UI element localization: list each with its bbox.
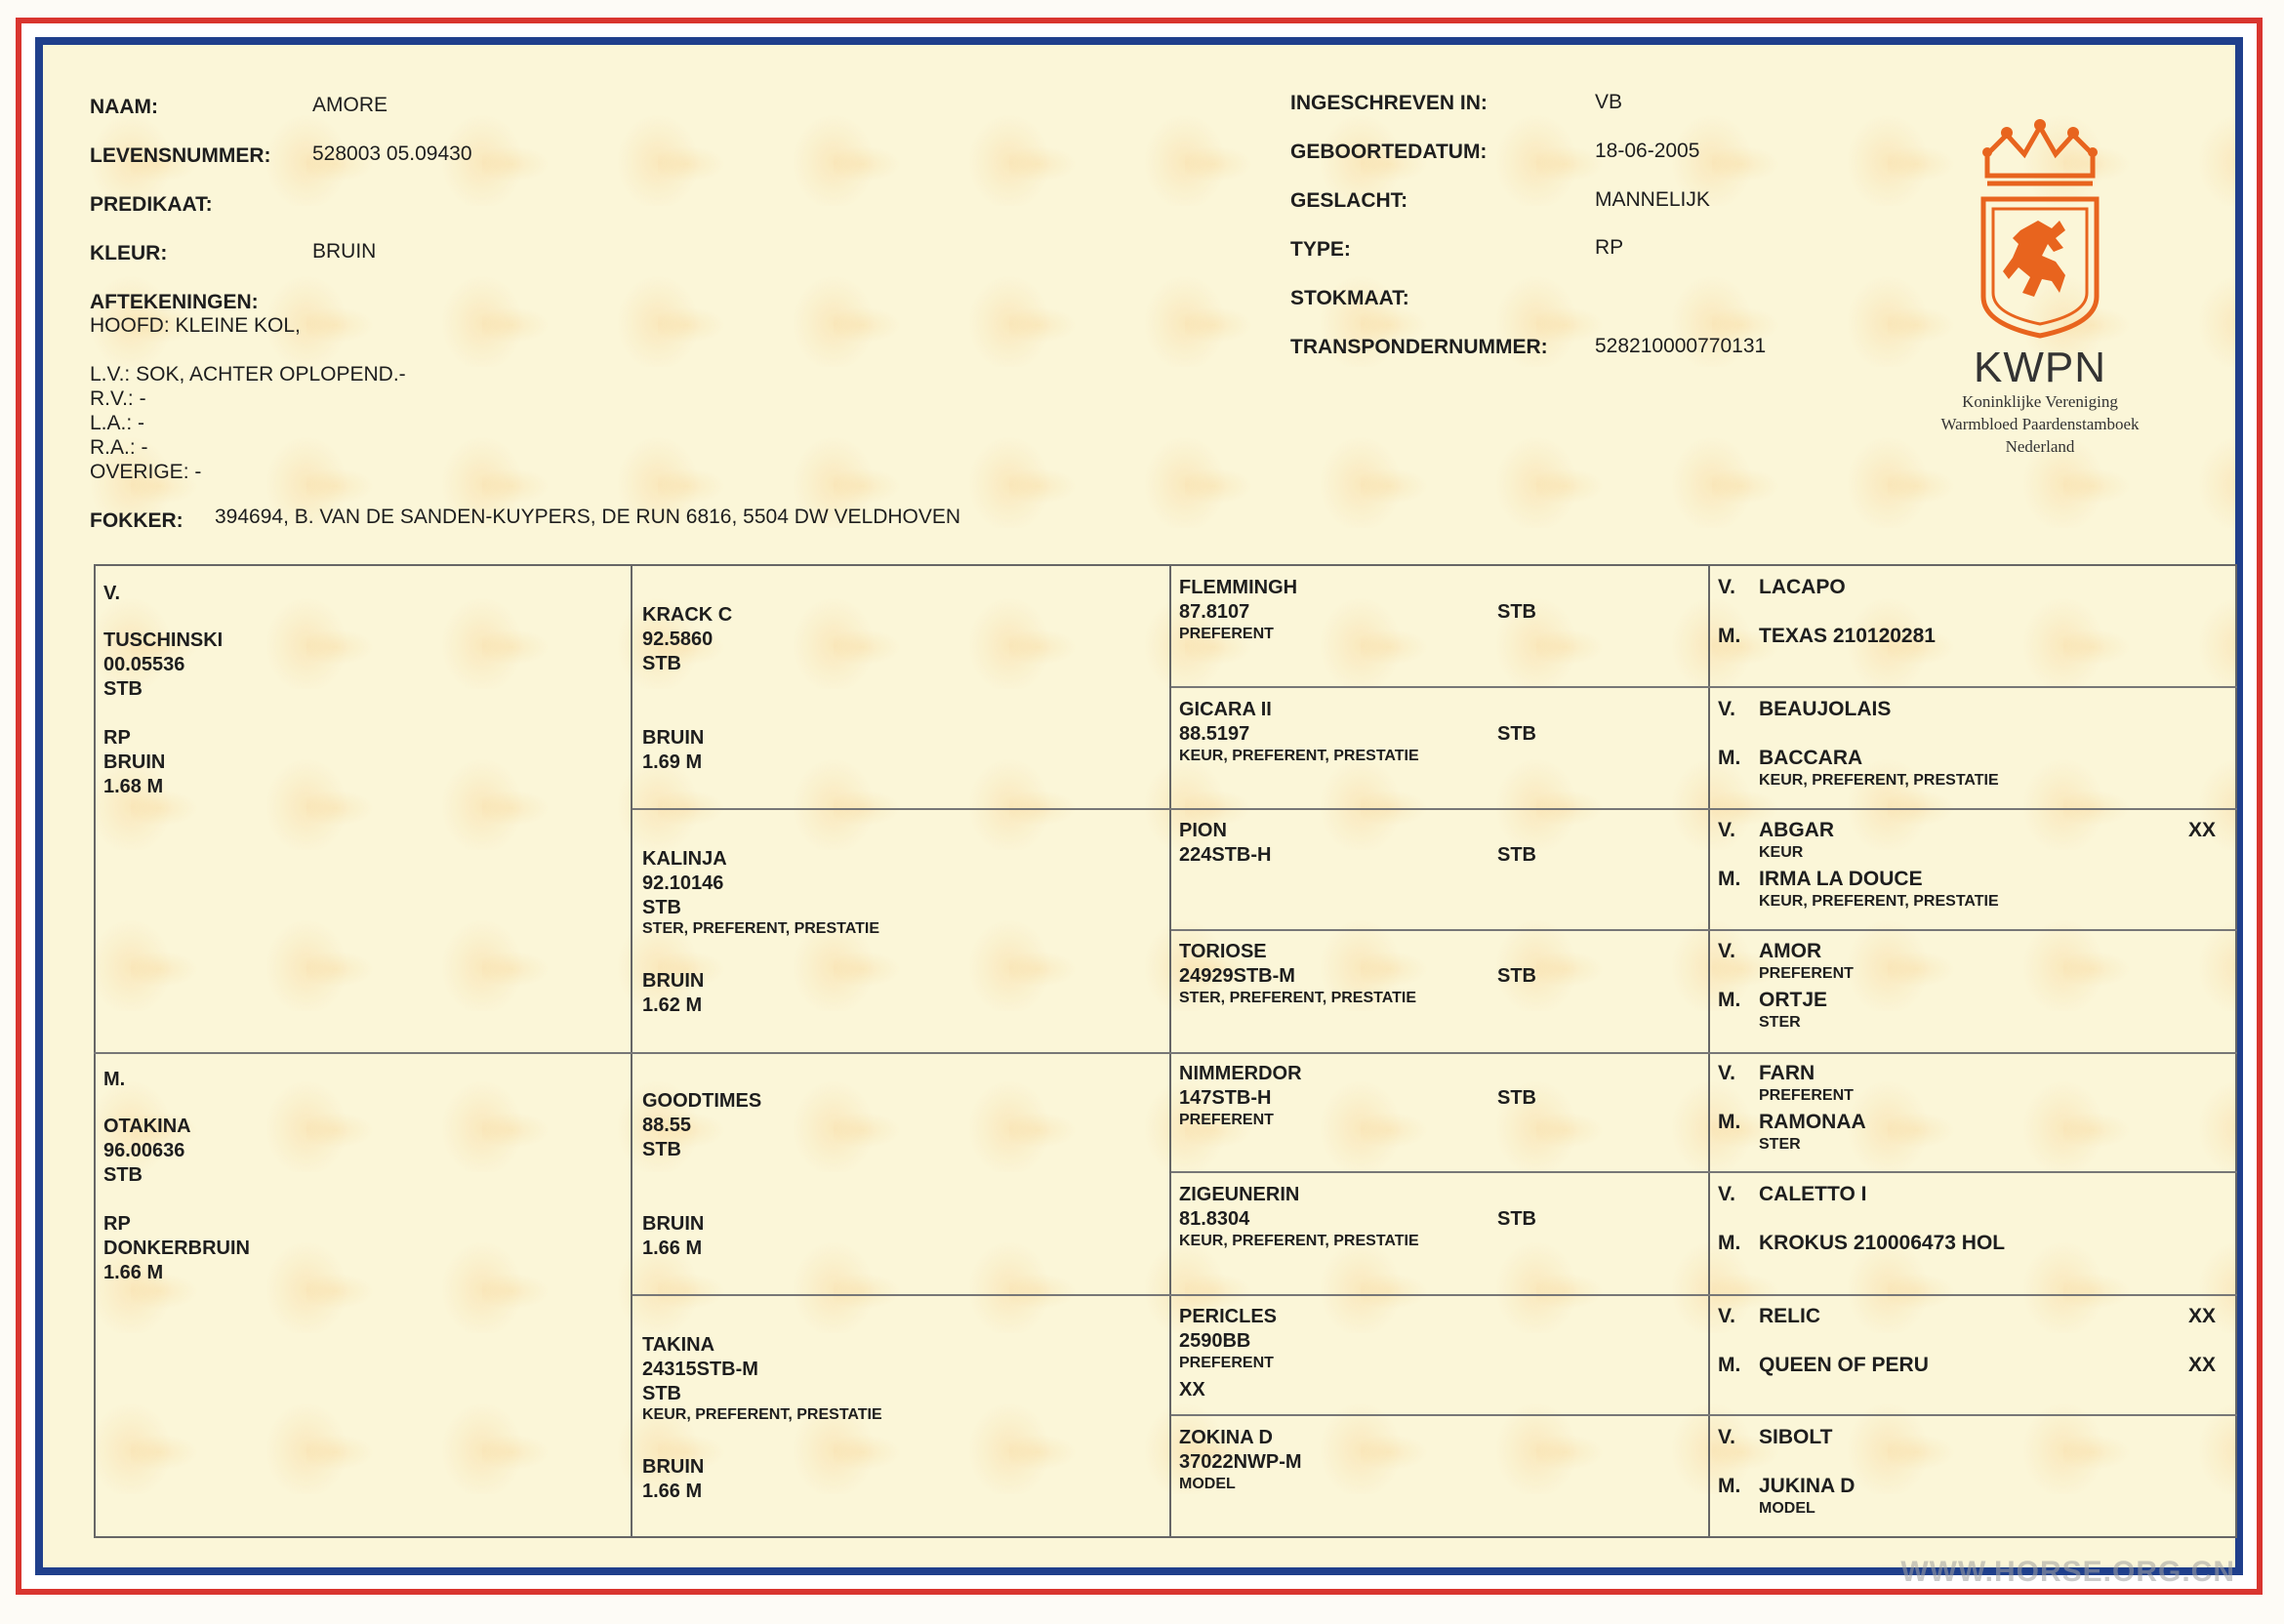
gen3-number: 87.8107: [1179, 601, 1250, 623]
gen3-book: STB: [1497, 723, 1536, 745]
gen3-number: 147STB-H: [1179, 1087, 1272, 1109]
naam-value: AMORE: [312, 94, 388, 116]
gen4-v-prefix: V.: [1718, 1062, 1735, 1084]
gen4-dam: TEXAS 210120281: [1759, 625, 1936, 647]
aftekening-hoofd: HOOFD: KLEINE KOL,: [90, 314, 301, 337]
transponder-value: 528210000770131: [1595, 335, 1767, 357]
gen4-sire: RELIC: [1759, 1305, 1820, 1327]
geslacht-label: GESLACHT:: [1290, 189, 1408, 212]
sire-name: TUSCHINSKI: [103, 629, 224, 651]
gen3-predicate: PREFERENT: [1179, 1112, 1274, 1128]
gen2-color: BRUIN: [642, 1456, 705, 1478]
sire-height: 1.68 M: [103, 776, 164, 797]
grid-row-q3: [632, 1294, 1171, 1296]
gen4-dam-predicate: STER: [1759, 1136, 1801, 1153]
stokmaat-label: STOKMAAT:: [1290, 287, 1409, 309]
gen4-sire: SIBOLT: [1759, 1426, 1833, 1448]
gen4-m-prefix: M.: [1718, 989, 1741, 1011]
gen4-dam-predicate: KEUR, PREFERENT, PRESTATIE: [1759, 893, 1999, 910]
gen4-m-prefix: M.: [1718, 1354, 1741, 1376]
gen4-dam: ORTJE: [1759, 989, 1828, 1011]
grid-row-e3: [1171, 929, 2237, 931]
gen3-predicate: STER, PREFERENT, PRESTATIE: [1179, 990, 1416, 1006]
gen2-book: STB: [642, 1383, 681, 1404]
gen4-sire-predicate: KEUR: [1759, 844, 1804, 861]
gen4-dam-predicate: MODEL: [1759, 1500, 1815, 1517]
sire-type: RP: [103, 727, 131, 749]
grid-row-e4: [1171, 1052, 2237, 1054]
gen3-book: STB: [1497, 965, 1536, 987]
gen3-book: STB: [1497, 1208, 1536, 1230]
gen2-number: 24315STB-M: [642, 1359, 758, 1380]
gen4-sire: FARN: [1759, 1062, 1815, 1084]
grid-row-e5: [1171, 1171, 2237, 1173]
gen4-dam: KROKUS 210006473 HOL: [1759, 1232, 2006, 1254]
gen2-height: 1.66 M: [642, 1481, 703, 1502]
gen4-sire-xx: XX: [2188, 819, 2217, 841]
gen4-v-prefix: V.: [1718, 698, 1735, 720]
gen2-number: 88.55: [642, 1115, 692, 1136]
gen4-v-prefix: V.: [1718, 940, 1735, 962]
dam-book: STB: [103, 1164, 143, 1186]
gen3-book: STB: [1497, 601, 1536, 623]
sire-color: BRUIN: [103, 751, 166, 773]
gen3-predicate: KEUR, PREFERENT, PRESTATIE: [1179, 1233, 1419, 1249]
gen2-color: BRUIN: [642, 727, 705, 749]
gen4-sire: AMOR: [1759, 940, 1822, 962]
transponder-label: TRANSPONDERNUMMER:: [1290, 336, 1548, 358]
gen3-name: ZIGEUNERIN: [1179, 1184, 1300, 1205]
gen3-name: PION: [1179, 820, 1227, 841]
kwpn-subtitle-line1: Koninklijke Vereniging: [1962, 392, 2118, 411]
gen3-number: 2590BB: [1179, 1330, 1251, 1352]
grid-row-e1: [1171, 686, 2237, 688]
gen2-name: GOODTIMES: [642, 1090, 762, 1112]
grid-divider-gen2: [1169, 564, 1171, 1538]
geslacht-value: MANNELIJK: [1595, 188, 1710, 211]
geboortedatum-value: 18-06-2005: [1595, 140, 1700, 162]
aftekening-rv: R.V.: -: [90, 387, 146, 410]
gen3-number: 37022NWP-M: [1179, 1451, 1302, 1473]
gen2-book: STB: [642, 897, 681, 918]
aftekeningen-label: AFTEKENINGEN:: [90, 291, 259, 313]
gen4-dam: BACCARA: [1759, 747, 1863, 769]
gen3-predicate: KEUR, PREFERENT, PRESTATIE: [1179, 748, 1419, 764]
kwpn-subtitle-line3: Nederland: [2005, 437, 2075, 456]
gen2-color: BRUIN: [642, 1213, 705, 1235]
grid-row-e2: [1171, 808, 2237, 810]
grid-row-e7: [1171, 1414, 2237, 1416]
grid-row-q1: [632, 808, 1171, 810]
gen3-number: 24929STB-M: [1179, 965, 1295, 987]
gen3-predicate: PREFERENT: [1179, 626, 1274, 642]
gen3-predicate: MODEL: [1179, 1476, 1236, 1492]
grid-divider-gen1: [631, 564, 632, 1538]
gen2-number: 92.10146: [642, 873, 724, 894]
gen4-dam: IRMA LA DOUCE: [1759, 868, 1923, 890]
gen4-v-prefix: V.: [1718, 576, 1735, 598]
gen2-height: 1.66 M: [642, 1238, 703, 1259]
gen3-xx: XX: [1179, 1379, 1205, 1401]
ingeschreven-value: VB: [1595, 91, 1623, 113]
gen4-sire-predicate: PREFERENT: [1759, 1087, 1854, 1104]
gen4-v-prefix: V.: [1718, 1183, 1735, 1205]
gen4-dam: RAMONAA: [1759, 1111, 1866, 1133]
dam-number: 96.00636: [103, 1140, 185, 1161]
gen3-name: NIMMERDOR: [1179, 1063, 1302, 1084]
gen3-predicate: PREFERENT: [1179, 1355, 1274, 1371]
gen4-sire-xx: XX: [2188, 1305, 2217, 1327]
gen2-height: 1.62 M: [642, 995, 703, 1016]
levensnummer-label: LEVENSNUMMER:: [90, 144, 271, 167]
gen4-sire: ABGAR: [1759, 819, 1834, 841]
gen4-sire-predicate: PREFERENT: [1759, 965, 1854, 982]
gen3-book: STB: [1497, 1087, 1536, 1109]
gen3-name: PERICLES: [1179, 1306, 1278, 1327]
kleur-label: KLEUR:: [90, 242, 168, 264]
grid-row-half: [94, 1052, 1171, 1054]
aftekening-overige: OVERIGE: -: [90, 461, 202, 483]
gen4-dam: JUKINA D: [1759, 1475, 1856, 1497]
gen2-name: KRACK C: [642, 604, 733, 626]
gen4-m-prefix: M.: [1718, 747, 1741, 769]
gen4-sire: CALETTO I: [1759, 1183, 1867, 1205]
gen3-number: 88.5197: [1179, 723, 1250, 745]
geboortedatum-label: GEBOORTEDATUM:: [1290, 141, 1488, 163]
gen2-book: STB: [642, 653, 681, 674]
gen3-name: TORIOSE: [1179, 941, 1267, 962]
site-watermark: WWW.HORSE.ORG.CN: [1900, 1556, 2235, 1588]
ingeschreven-label: INGESCHREVEN IN:: [1290, 92, 1488, 114]
levensnummer-value: 528003 05.09430: [312, 142, 472, 165]
gen4-m-prefix: M.: [1718, 625, 1741, 647]
gen3-number: 81.8304: [1179, 1208, 1250, 1230]
kwpn-lion-shield-icon: [1958, 115, 2122, 340]
gen4-dam-xx: XX: [2188, 1354, 2217, 1376]
kwpn-logo-text: KWPN: [1974, 344, 2106, 391]
aftekening-lv: L.V.: SOK, ACHTER OPLOPEND.-: [90, 363, 406, 386]
fokker-label: FOKKER:: [90, 509, 184, 532]
grid-divider-gen3: [1708, 564, 1710, 1538]
gen2-predicate: STER, PREFERENT, PRESTATIE: [642, 920, 879, 937]
gen2-number: 92.5860: [642, 629, 714, 650]
naam-label: NAAM:: [90, 96, 158, 118]
dam-type: RP: [103, 1213, 131, 1235]
gen2-name: TAKINA: [642, 1334, 715, 1356]
gen3-name: FLEMMINGH: [1179, 577, 1298, 598]
kleur-value: BRUIN: [312, 240, 377, 263]
gen2-predicate: KEUR, PREFERENT, PRESTATIE: [642, 1406, 882, 1423]
type-label: TYPE:: [1290, 238, 1351, 261]
pedigree-table: [94, 564, 2237, 1538]
gen3-book: STB: [1497, 844, 1536, 866]
gen4-dam-predicate: STER: [1759, 1014, 1801, 1031]
gen2-height: 1.69 M: [642, 751, 703, 773]
gen3-name: GICARA II: [1179, 699, 1272, 720]
gen2-book: STB: [642, 1139, 681, 1160]
gen2-color: BRUIN: [642, 970, 705, 992]
gen2-name: KALINJA: [642, 848, 727, 870]
predikaat-label: PREDIKAAT:: [90, 193, 213, 216]
aftekening-la: L.A.: -: [90, 412, 145, 434]
grid-row-e6: [1171, 1294, 2237, 1296]
sire-role: V.: [103, 583, 121, 604]
gen4-m-prefix: M.: [1718, 868, 1741, 890]
gen3-name: ZOKINA D: [1179, 1427, 1273, 1448]
gen4-m-prefix: M.: [1718, 1111, 1741, 1133]
type-value: RP: [1595, 236, 1624, 259]
gen4-m-prefix: M.: [1718, 1475, 1741, 1497]
aftekening-ra: R.A.: -: [90, 436, 148, 459]
gen4-dam-predicate: KEUR, PREFERENT, PRESTATIE: [1759, 772, 1999, 789]
sire-book: STB: [103, 678, 143, 700]
gen4-m-prefix: M.: [1718, 1232, 1741, 1254]
gen4-v-prefix: V.: [1718, 819, 1735, 841]
dam-color: DONKERBRUIN: [103, 1238, 250, 1259]
gen4-sire: BEAUJOLAIS: [1759, 698, 1892, 720]
dam-name: OTAKINA: [103, 1116, 191, 1137]
dam-height: 1.66 M: [103, 1262, 164, 1283]
gen4-sire: LACAPO: [1759, 576, 1846, 598]
gen4-v-prefix: V.: [1718, 1426, 1735, 1448]
kwpn-subtitle-line2: Warmbloed Paardenstamboek: [1940, 415, 2140, 433]
gen3-number: 224STB-H: [1179, 844, 1272, 866]
fokker-value: 394694, B. VAN DE SANDEN-KUYPERS, DE RUN 6816, 5504 DW VELDHOVEN: [215, 506, 961, 528]
dam-role: M.: [103, 1069, 126, 1090]
sire-number: 00.05536: [103, 654, 185, 675]
gen4-v-prefix: V.: [1718, 1305, 1735, 1327]
gen4-dam: QUEEN OF PERU: [1759, 1354, 1929, 1376]
